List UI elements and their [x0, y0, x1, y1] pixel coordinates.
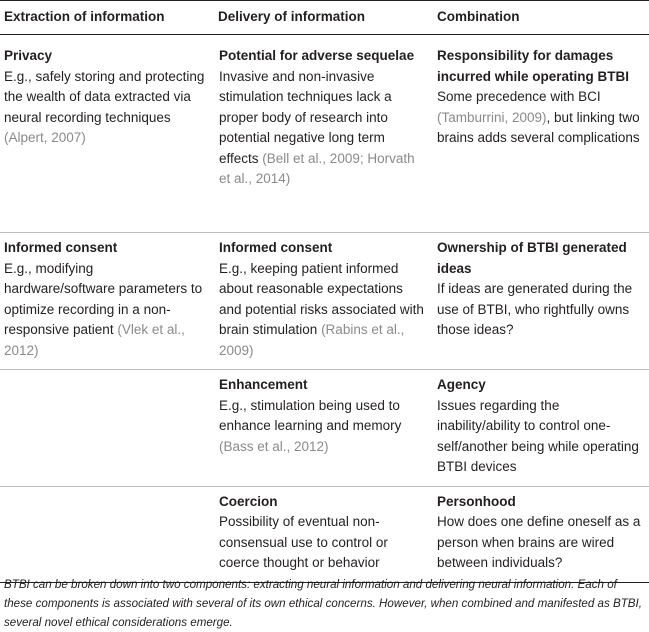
cell-body: E.g., keeping patient informed about reasonable expectations and potential risks associated with brain stimulation	[219, 260, 424, 337]
table-row	[0, 370, 649, 487]
cell-body: Issues regarding the inability/ability to control one-self/another being while operating BTBI devices	[437, 397, 639, 474]
header-row	[0, 1, 649, 35]
cell-extraction-empty	[0, 486, 214, 582]
table-row	[0, 35, 649, 233]
cell-reference: (Alpert, 2007)	[4, 130, 86, 145]
cell-combination	[430, 370, 649, 487]
table-header	[0, 1, 649, 35]
cell-title: Personhood	[437, 493, 516, 509]
cell-combination	[430, 35, 649, 233]
cell-body: How does one define oneself as a person when brains are wired between individuals?	[437, 514, 641, 570]
cell-title: Agency	[437, 377, 486, 392]
cell-title: Responsibility for damages incurred while operating BTBI	[437, 48, 630, 84]
cell-extraction-empty	[0, 370, 214, 487]
table-row	[0, 486, 649, 582]
cell-title: Privacy	[4, 48, 53, 63]
cell-title: Enhancement	[219, 377, 308, 392]
cell-extraction	[0, 233, 214, 370]
cell-reference: (Tamburrini, 2009)	[437, 109, 547, 125]
cell-reference: (Vlek et al., 2012)	[4, 322, 185, 358]
cell-body: Possibility of eventual non-consensual use to control or coerce thought or behavior	[219, 514, 388, 570]
cell-reference: (Bell et al., 2009; Horvath et al., 2014)	[219, 150, 415, 186]
cell-body: Some precedence with BCI	[437, 89, 601, 104]
cell-combination	[430, 486, 649, 582]
cell-body: If ideas are generated during the use of BTBI, who rightfully owns those ideas?	[437, 281, 633, 337]
cell-reference: (Bass et al., 2012)	[219, 438, 329, 454]
cell-body: E.g., safely storing and protecting the wealth of data extracted via neural recording techniques	[4, 68, 205, 125]
header-combination: Combination	[430, 1, 649, 35]
cell-title: Informed consent	[219, 240, 333, 255]
cell-title: Informed consent	[4, 240, 118, 255]
header-extraction: Extraction of information	[0, 1, 214, 35]
cell-reference: (Rabins et al., 2009)	[219, 322, 405, 358]
cell-combination	[430, 233, 649, 370]
cell-delivery	[214, 370, 430, 487]
cell-body: Invasive and non-invasive stimulation techniques lack a proper body of research into potential negative long term effects	[219, 68, 392, 166]
cell-title: Potential for adverse sequelae	[219, 48, 415, 63]
table-caption: BTBI can be broken down into two components: extracting neural information and delivering neural information. Each of these components is associated with several of its own ethical concerns. However, when combined and manifested as BTBI, several novel ethical considerations emerge.	[4, 578, 642, 629]
table-row	[0, 233, 649, 370]
cell-delivery	[214, 486, 430, 582]
cell-body: E.g., modifying hardware/software parameters to optimize recording in a non-responsive patient	[4, 260, 203, 337]
cell-body-end: , but linking two brains adds several complications	[437, 109, 640, 145]
cell-delivery	[214, 233, 430, 370]
cell-body: E.g., stimulation being used to enhance learning and memory	[219, 397, 402, 433]
header-delivery: Delivery of information	[214, 1, 430, 35]
table-body	[0, 35, 649, 583]
cell-delivery	[214, 35, 430, 233]
cell-extraction	[0, 35, 214, 233]
cell-title: Ownership of BTBI generated ideas	[437, 240, 627, 276]
cell-title: Coercion	[219, 493, 278, 509]
